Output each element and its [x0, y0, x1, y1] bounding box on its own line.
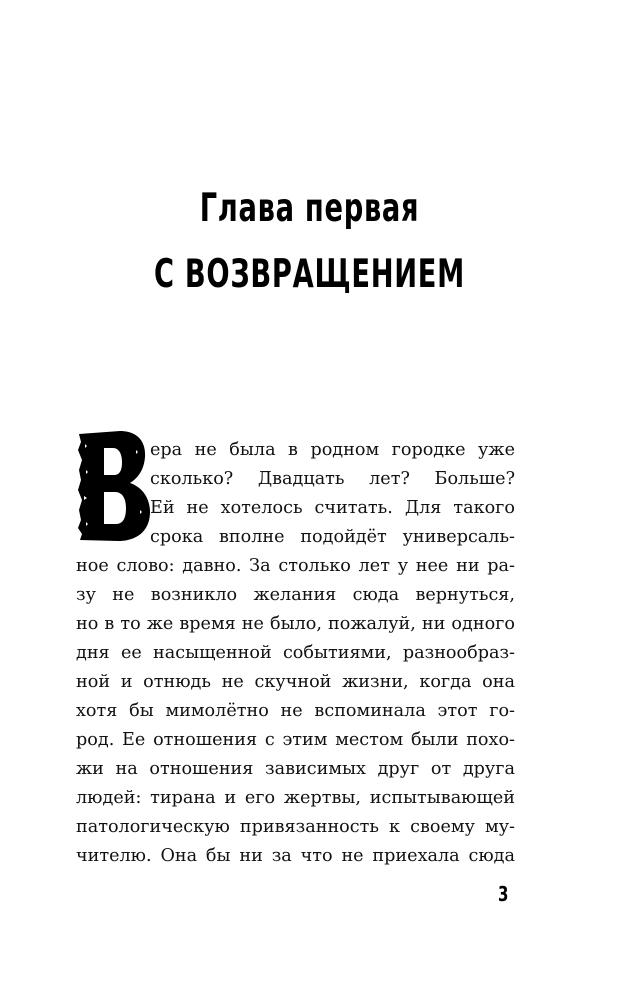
body-line-5: ное слово: давно. За столько лет у нее ни ра- [76, 556, 515, 576]
body-line-10: хотя бы мимолётно не вспоминала этот го- [76, 701, 515, 721]
dropcap-letter [76, 430, 152, 542]
body-line-15: чителю. Она бы ни за что не приехала сюда [76, 846, 515, 866]
page-number: 3 [498, 882, 509, 906]
dropcap-v-glyph [76, 430, 152, 542]
body-line-7: но в то же время не было, пожалуй, ни одного [76, 614, 515, 634]
body-line-9: ной и отнюдь не скучной жизни, когда она [76, 672, 515, 692]
body-line-12: жи на отношения зависимых друг от друга [76, 759, 515, 779]
chapter-heading [0, 176, 619, 308]
body-line-6: зу не возникло желания сюда вернуться, [76, 585, 515, 605]
body-line-3: Ей не хотелось считать. Для такого [150, 498, 515, 518]
body-line-1: ера не была в родном городке уже [150, 440, 515, 460]
body-line-11: род. Ее отношения с этим местом были похо- [76, 730, 515, 750]
chapter-number: Глава первая [199, 186, 420, 231]
body-line-4: срока вполне подойдёт универсаль- [150, 527, 515, 547]
body-line-13: людей: тирана и его жертвы, испытывающей [76, 788, 515, 808]
body-line-2: сколько? Двадцать лет? Больше? [150, 469, 515, 489]
body-line-8: дня ее насыщенной событиями, разнообраз- [76, 643, 515, 663]
chapter-title: С ВОЗВРАЩЕНИЕМ [153, 252, 466, 297]
body-line-14: патологическую привязанность к своему му- [76, 817, 515, 837]
